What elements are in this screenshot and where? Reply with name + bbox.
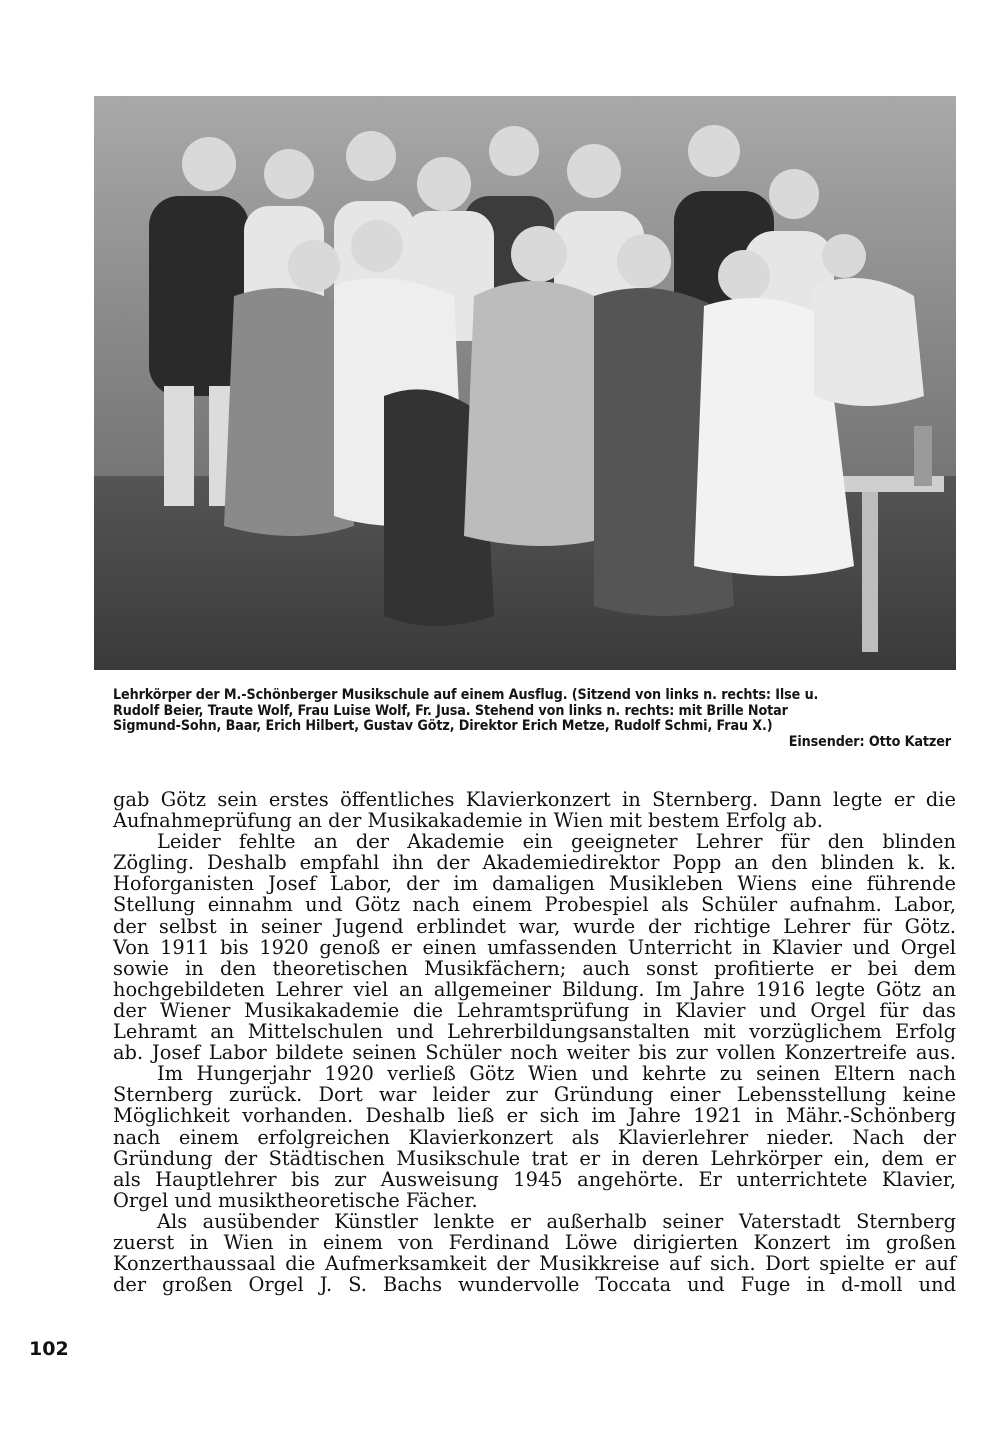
- paragraph: [113, 1211, 956, 1295]
- caption-line: Rudolf Beier, Traute Wolf, Frau Luise Wolf, Fr. Jusa. Stehend von links n. rechts: mit Brille Notar: [113, 702, 788, 719]
- text-line: Als ausübender Künstler lenkte er außerhalb seiner Vaterstadt Sternberg: [157, 1209, 956, 1233]
- text-line: der Wiener Musikakademie die Lehramtsprüfung in Klavier und Orgel für das: [113, 998, 956, 1022]
- paragraph: [113, 789, 956, 831]
- text-line: Aufnahmeprüfung an der Musikakademie in Wien mit bestem Erfolg ab.: [113, 809, 823, 833]
- text-line: Von 1911 bis 1920 genoß er einen umfassenden Unterricht in Klavier und Orgel: [113, 935, 956, 959]
- text-line: zuerst in Wien in einem von Ferdinand Löwe dirigierten Konzert im großen: [113, 1230, 956, 1254]
- text-line: Möglichkeit vorhanden. Deshalb ließ er sich im Jahre 1921 in Mähr.-Schönberg: [113, 1104, 956, 1128]
- text-line: hochgebildeten Lehrer viel an allgemeiner Bildung. Im Jahre 1916 legte Götz an: [113, 977, 956, 1001]
- caption-line: Sigmund-Sohn, Baar, Erich Hilbert, Gustav Götz, Direktor Erich Metze, Rudolf Schmi, Frau X.): [113, 718, 773, 734]
- text-line: als Hauptlehrer bis zur Ausweisung 1945 angehörte. Er unterrichtete Klavier,: [113, 1167, 956, 1191]
- text-line: nach einem erfolgreichen Klavierkonzert als Klavierlehrer nieder. Nach der: [113, 1125, 956, 1149]
- text-line: Gründung der Städtischen Musikschule trat er in deren Lehrkörper ein, dem er: [113, 1146, 956, 1170]
- text-line: Leider fehlte an der Akademie ein geeigneter Lehrer für den blinden: [157, 830, 956, 854]
- paragraph: [113, 831, 956, 1063]
- body-text: [113, 789, 956, 1295]
- text-line: der großen Orgel J. S. Bachs wundervolle Toccata und Fuge in d-moll und: [113, 1273, 956, 1297]
- page-number: 102: [29, 1338, 69, 1360]
- text-line: der selbst in seiner Jugend erblindet war, wurde der richtige Lehrer für Götz.: [113, 914, 956, 938]
- text-line: sowie in den theoretischen Musikfächern; auch sonst profitierte er bei dem: [113, 956, 956, 980]
- text-line: Sternberg zurück. Dort war leider zur Gründung einer Lebensstellung keine: [113, 1083, 956, 1107]
- caption-sender: Einsender: Otto Katzer: [788, 733, 951, 750]
- text-line: Im Hungerjahr 1920 verließ Götz Wien und kehrte zu seinen Eltern nach: [157, 1062, 956, 1086]
- text-line: Orgel und musiktheoretische Fächer.: [113, 1188, 478, 1212]
- text-line: Lehramt an Mittelschulen und Lehrerbildungsanstalten mit vorzüglichem Erfolg: [113, 1020, 956, 1044]
- group-photo-icon: [94, 96, 956, 670]
- caption-line: Lehrkörper der M.-Schönberger Musikschule auf einem Ausflug. (Sitzend von links n. rechts: Ilse u.: [113, 687, 819, 703]
- text-line: Zögling. Deshalb empfahl ihn der Akademiedirektor Popp an den blinden k. k.: [113, 851, 956, 875]
- text-line: Hoforganisten Josef Labor, der im damaligen Musikleben Wiens eine führende: [113, 872, 956, 896]
- text-line: ab. Josef Labor bildete seinen Schüler noch weiter bis zur vollen Konzertreife aus.: [113, 1041, 956, 1065]
- text-line: Konzerthaussaal die Aufmerksamkeit der Musikkreise auf sich. Dort spielte er auf: [113, 1252, 956, 1276]
- text-line: Stellung einnahm und Götz nach einem Probespiel als Schüler aufnahm. Labor,: [113, 893, 956, 917]
- photo-caption: [113, 688, 959, 750]
- paragraph: [113, 1063, 956, 1211]
- text-line: gab Götz sein erstes öffentliches Klavierkonzert in Sternberg. Dann legte er die: [113, 788, 956, 811]
- group-photo: [94, 96, 956, 670]
